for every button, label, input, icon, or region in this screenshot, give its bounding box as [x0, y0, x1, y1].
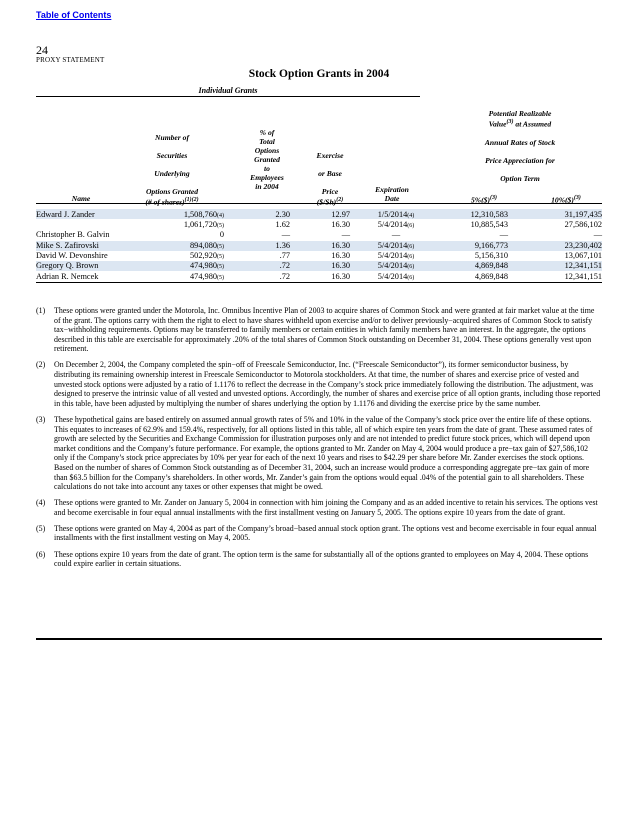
footnote: (3) These hypothetical gains are based entirely on assumed annual growth rates of 5% and 10% in the value of the Company’s stock price over the entire life of these options. This equates to increases of 62.9% and 159.4%, respectively, for all options listed in this table, all of which expire ten years from the date of grant. These assumed rates of growth are selected by the Securities and Exchange Commission for illustration purposes only and are not intended to predict future stock prices, which will depend upon market conditions and the Company’s future performance. For example, the options granted to Mr. Zander on May 4, 2004 would produce a pre−tax gain of $27,586,102 only if the Company’s stock price appreciates by 10% per year for each of the next 10 years and rises to $42.29 per share before Mr. Zander exercises the stock options. Based on the number of shares of Common Stock outstanding as of December 31, 2004, such an increase would produce a corresponding aggregate pre−tax gain of more than $63.5 billion for the Company’s shareholders. In other words, Mr. Zander’s gain from the options would equal .04% of the potential gain to all shareholders. These calculations do not take into account any taxes or other expenses that might be owed. — [36, 414, 593, 492]
row-five-pct: 9,166,773 — [474, 241, 508, 250]
row-name: David W. Devonshire — [36, 251, 108, 260]
row-name: Mike S. Zafirovski — [36, 241, 99, 250]
row-options: 0 — [219, 230, 224, 239]
row-options: 894,080(5) — [190, 241, 224, 250]
row-ten-pct: 13,067,101 — [564, 251, 602, 260]
footnotes — [36, 306, 602, 575]
row-options: 502,920(5) — [190, 251, 224, 260]
row-price: — — [341, 230, 350, 239]
row-price: 16.30 — [331, 251, 350, 260]
row-pct: .72 — [279, 261, 290, 270]
row-price: 16.30 — [331, 261, 350, 270]
row-name: Adrian R. Nemcek — [36, 272, 99, 281]
row-five-pct: — — [499, 230, 508, 239]
page-number: 24 — [36, 43, 48, 57]
row-five-pct: 4,869,848 — [474, 261, 508, 270]
row-name: Gregory Q. Brown — [36, 261, 99, 270]
header-pct: % of Total Options Granted to Employees in 2004 — [250, 128, 284, 191]
row-expiration: 5/4/2014(6) — [377, 272, 415, 281]
group-header: Individual Grants — [36, 86, 420, 97]
row-expiration: 5/4/2014(6) — [377, 251, 415, 260]
table-title: Stock Option Grants in 2004 — [248, 68, 390, 80]
table-of-contents-link[interactable]: Table of Contents — [36, 10, 112, 20]
header-five-pct: 5%($)$^{(3)}$ — [471, 195, 497, 205]
row-five-pct: 10,885,543 — [470, 220, 508, 229]
row-options: 1,061,720(5) — [183, 220, 224, 229]
row-five-pct: 4,869,848 — [474, 272, 508, 281]
row-name: Christopher B. Galvin — [36, 230, 110, 239]
page-section: PROXY STATEMENT — [36, 56, 105, 64]
header-price: Exercise or Base Price ($/Sh)$^{(2)}$ — [316, 151, 344, 207]
row-pct: .72 — [279, 272, 290, 281]
row-options: 474,980(5) — [190, 272, 224, 281]
footnote: (6) These options expire 10 years from the date of grant. The option term is the same for substantially all of the options granted to employees on May 4, 2004. These options could expire earlier in certain situations. — [36, 549, 589, 569]
row-ten-pct: 12,341,151 — [564, 261, 602, 270]
row-name: Edward J. Zander — [36, 210, 95, 219]
header-potential-value: Potential Realizable Value$^{(3)}$ at Assumed Annual Rates of Stock Price Appreciation for Option Term — [484, 109, 556, 183]
divider — [36, 638, 602, 640]
row-ten-pct: 23,230,402 — [564, 241, 602, 250]
header-expiration: Expiration Date — [375, 185, 409, 203]
row-pct: .77 — [279, 251, 290, 260]
footnote: (5) These options were granted on May 4, 2004 as part of the Company’s broad−based annual stock option grant. The options vest and become exercisable in four equal annual installments with the first installment vesting on May 4, 2005. — [36, 523, 597, 543]
row-options: 474,980(5) — [190, 261, 224, 270]
header-options: Number of Securities Underlying Options Granted (# of shares)$^{(1)(2)}$ — [145, 133, 199, 207]
row-options: 1,508,760(4) — [183, 210, 224, 219]
header-name: Name — [71, 194, 91, 203]
row-price: 16.30 — [331, 272, 350, 281]
row-pct: 1.62 — [275, 220, 290, 229]
row-expiration: 5/4/2014(6) — [377, 241, 415, 250]
row-pct: 2.30 — [275, 210, 290, 219]
row-price: 16.30 — [331, 241, 350, 250]
footnote: (2) On December 2, 2004, the Company completed the spin−off of Freescale Semiconductor, Inc. (“Freescale Semiconductor”), its former semiconductor business, by distributing its remaining ownership interest in Freescale Semiconductor to Motorola stockholders. At that time, the number of shares and exercise price of vested and unvested stock options were adjusted by a ratio of 1.1176 to reflect the decrease in the Company’s stock price immediately following the distribution. The adjustment, was designed to preserve the intrinsic value of all vested and unvested options. Accordingly, the number of shares and exercise price of all option grants, including those reported in this table, have been adjusted by multiplying the number of shares underlying the option by 1.1176 and dividing the exercise price by the same number. — [36, 360, 601, 408]
row-five-pct: 12,310,583 — [470, 210, 508, 219]
row-price: 16.30 — [331, 220, 350, 229]
row-expiration: 1/5/2014(4) — [377, 210, 415, 219]
row-pct: 1.36 — [275, 241, 290, 250]
row-five-pct: 5,156,310 — [474, 251, 508, 260]
footnote: (4) These options were granted to Mr. Zander on January 5, 2004 in connection with him joining the Company and as an added incentive to retain his services. The options vest and become exercisable in four equal annual installments with the first installment vesting on January 5, 2005. The options expire 10 years from the date of grant. — [36, 498, 598, 517]
header-ten-pct: 10%($)$^{(3)}$ — [551, 195, 581, 205]
row-ten-pct: 12,341,151 — [564, 272, 602, 281]
row-expiration: 5/4/2014(6) — [377, 261, 415, 270]
row-ten-pct: 27,586,102 — [564, 220, 602, 229]
row-expiration: — — [391, 230, 401, 239]
row-price: 12.97 — [331, 210, 350, 219]
row-ten-pct: — — [593, 230, 602, 239]
footnote: (1) These options were granted under the Motorola, Inc. Omnibus Incentive Plan of 2003 to acquire shares of Common Stock and were granted at fair market value at the time of the grant. The options carry with them the right to elect to have shares withheld upon exercise and/or to deliver previously−acquired shares of Common Stock to satisfy tax−withholding requirements. Options may be transferred to family members or certain entities in which family members have an interest. In the aggregate, the options described in this table are exercisable for approximately .20% of the total shares of Common Stock outstanding on December 31, 2004. These options generally vest upon retirement. — [36, 306, 595, 354]
row-ten-pct: 31,197,435 — [564, 210, 602, 219]
row-expiration: 5/4/2014(6) — [377, 220, 415, 229]
row-pct: — — [281, 230, 290, 239]
